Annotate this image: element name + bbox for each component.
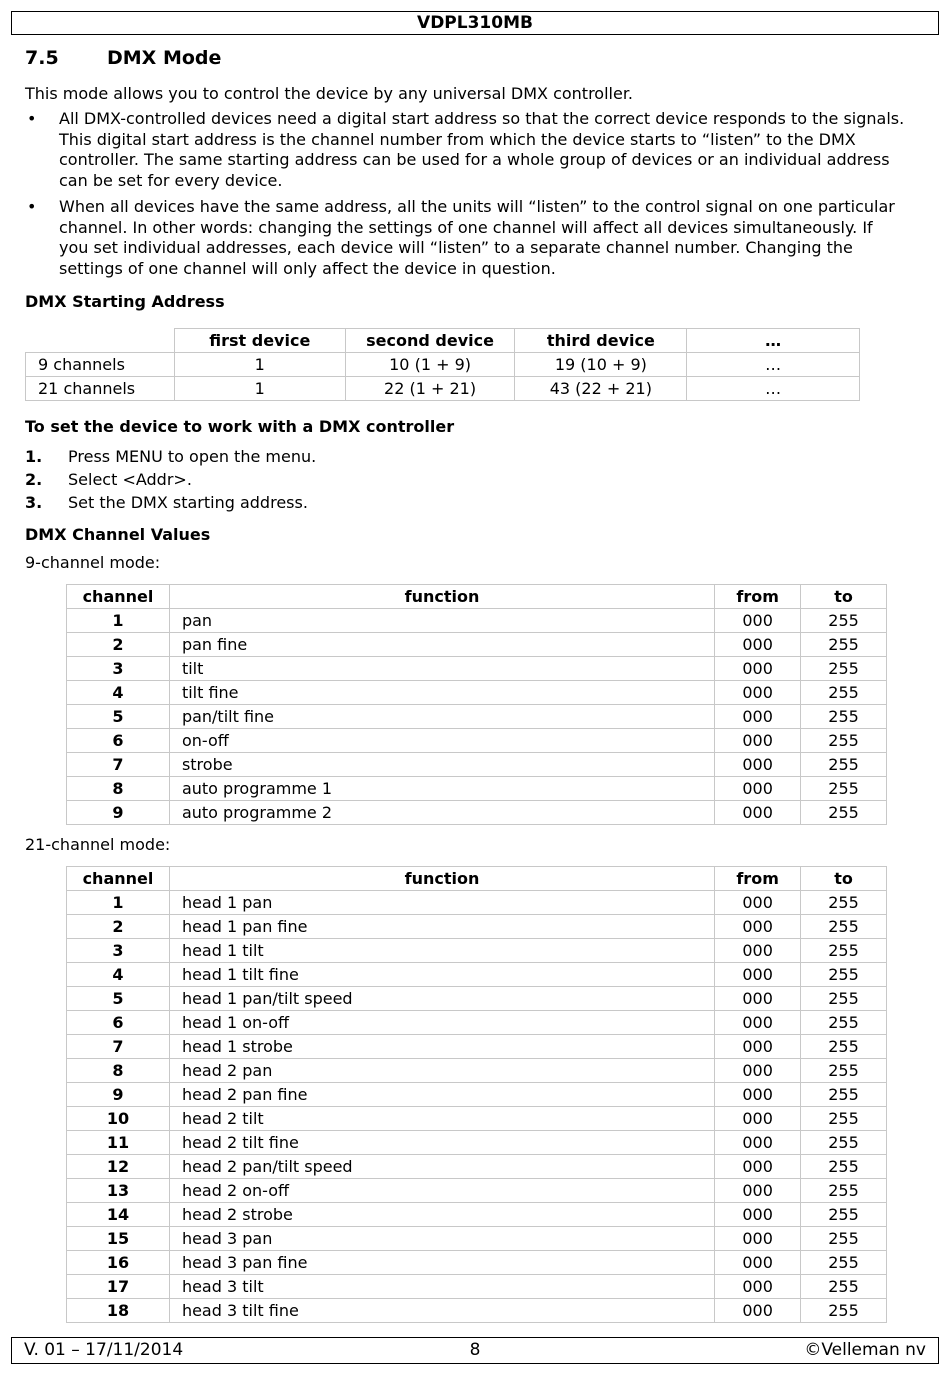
table-row [67,681,887,705]
channel-number: 10 [67,1107,170,1131]
channel-function: auto programme 2 [169,801,714,825]
channel-number: 6 [67,729,170,753]
column-header: function [169,585,714,609]
table-row [67,1251,887,1275]
table-header-row [67,867,887,891]
empty-cell [26,329,175,353]
value-to: 255 [801,963,887,987]
table-row [67,1179,887,1203]
channel-number: 4 [67,681,170,705]
value-to: 255 [801,987,887,1011]
value-to: 255 [801,705,887,729]
channel-number: 2 [67,915,170,939]
channel-number: 7 [67,753,170,777]
column-header: channel [67,585,170,609]
value-from: 000 [715,891,801,915]
channel-number: 5 [67,705,170,729]
value-from: 000 [715,801,801,825]
channel-number: 2 [67,633,170,657]
channel-table-9 [66,584,887,825]
value-to: 255 [801,657,887,681]
start-address-table [25,328,860,401]
channel-function: head 1 strobe [169,1035,714,1059]
value-from: 000 [715,1131,801,1155]
value-from: 000 [715,1011,801,1035]
step-item [25,468,316,491]
channel-function: pan/tilt fine [169,705,714,729]
section-name: DMX Mode [107,47,222,69]
value-to: 255 [801,1299,887,1323]
table-row [67,939,887,963]
value-from: 000 [715,1179,801,1203]
channel-function: head 3 pan [169,1227,714,1251]
channel-number: 7 [67,1035,170,1059]
value-to: 255 [801,1083,887,1107]
table-cell: 43 (22 + 21) [515,377,687,401]
table-row [67,777,887,801]
value-from: 000 [715,1299,801,1323]
bullet-text: All DMX-controlled devices need a digital start address so that the correct device responds to the signals. This digital start address is the channel number from which the device starts to “listen” to the DMX controller. The same starting address can be used for a whole group of devices or an individual address can be set for every device. [59,109,905,190]
bullet-text: When all devices have the same address, all the units will “listen” to the control signal on one particular channel. In other words: changing the settings of one channel will affect all devices simultaneously. If you set individual addresses, each device will “listen” to a separate channel number. Changing the settings of one channel will only affect the device in question. [59,197,895,278]
value-to: 255 [801,1179,887,1203]
channel-function: pan [169,609,714,633]
channel-function: head 2 strobe [169,1203,714,1227]
value-to: 255 [801,777,887,801]
channel-function: tilt fine [169,681,714,705]
column-header: from [715,867,801,891]
bullet-list [25,109,905,285]
table-row [67,609,887,633]
channel-number: 11 [67,1131,170,1155]
channel-function: head 2 pan [169,1059,714,1083]
channel-number: 8 [67,1059,170,1083]
column-header: from [715,585,801,609]
value-to: 255 [801,1059,887,1083]
table-cell: … [687,353,860,377]
table-row [67,705,887,729]
table-row [26,353,860,377]
step-number: 3. [25,493,43,512]
value-from: 000 [715,633,801,657]
table-row [67,657,887,681]
channel-function: head 2 pan/tilt speed [169,1155,714,1179]
channel-function: auto programme 1 [169,777,714,801]
step-item [25,445,316,468]
column-header: function [169,867,714,891]
channel-number: 3 [67,657,170,681]
table-cell: 1 [174,353,345,377]
value-from: 000 [715,705,801,729]
value-from: 000 [715,1107,801,1131]
value-from: 000 [715,729,801,753]
channel-table-21 [66,866,887,1323]
value-from: 000 [715,963,801,987]
value-to: 255 [801,729,887,753]
channel-function: strobe [169,753,714,777]
channel-function: head 1 pan [169,891,714,915]
value-to: 255 [801,609,887,633]
channel-values-heading: DMX Channel Values [25,525,211,544]
table-row [67,1131,887,1155]
channel-function: head 2 on-off [169,1179,714,1203]
column-header: second device [345,329,515,353]
channel-number: 9 [67,801,170,825]
table-row [67,1275,887,1299]
table-row [67,1107,887,1131]
column-header: to [801,867,887,891]
channel-number: 15 [67,1227,170,1251]
value-to: 255 [801,1155,887,1179]
value-from: 000 [715,915,801,939]
channel-function: head 2 tilt [169,1107,714,1131]
value-from: 000 [715,1227,801,1251]
value-from: 000 [715,1251,801,1275]
table-row [67,729,887,753]
channel-function: head 1 on-off [169,1011,714,1035]
table-cell: … [687,377,860,401]
table-row [67,1083,887,1107]
channel-number: 5 [67,987,170,1011]
channel-number: 16 [67,1251,170,1275]
table-row [67,891,887,915]
value-to: 255 [801,681,887,705]
channel-function: tilt [169,657,714,681]
value-from: 000 [715,1083,801,1107]
channel-function: head 2 pan fine [169,1083,714,1107]
value-to: 255 [801,1251,887,1275]
table-row [67,963,887,987]
table-cell: 19 (10 + 9) [515,353,687,377]
table-header-row [67,585,887,609]
channel-function: on-off [169,729,714,753]
document-header: VDPL310MB [11,11,939,35]
step-number: 1. [25,447,43,466]
column-header: … [687,329,860,353]
channel-number: 8 [67,777,170,801]
channel-number: 17 [67,1275,170,1299]
channel-number: 12 [67,1155,170,1179]
setup-heading: To set the device to work with a DMX controller [25,417,455,436]
table-row [67,1011,887,1035]
table-row [67,915,887,939]
channel-function: head 3 tilt fine [169,1299,714,1323]
value-to: 255 [801,915,887,939]
step-item [25,491,316,514]
table-row [67,1035,887,1059]
column-header: first device [174,329,345,353]
value-from: 000 [715,609,801,633]
mode21-label: 21-channel mode: [25,835,171,854]
step-number: 2. [25,470,43,489]
document-footer [11,1337,939,1364]
footer-version: V. 01 – 17/11/2014 [24,1340,184,1360]
value-to: 255 [801,801,887,825]
channel-number: 18 [67,1299,170,1323]
table-row [67,753,887,777]
channel-function: head 1 pan/tilt speed [169,987,714,1011]
value-from: 000 [715,1203,801,1227]
table-cell: 1 [174,377,345,401]
channel-function: head 1 tilt fine [169,963,714,987]
footer-page-number: 8 [469,1340,481,1360]
value-to: 255 [801,633,887,657]
table-row [67,1203,887,1227]
channel-function: head 3 pan fine [169,1251,714,1275]
bullet-icon: • [27,197,37,216]
channel-number: 6 [67,1011,170,1035]
channel-number: 14 [67,1203,170,1227]
value-to: 255 [801,1035,887,1059]
section-number: 7.5 [25,47,59,69]
channel-function: head 3 tilt [169,1275,714,1299]
table-row [67,1227,887,1251]
value-from: 000 [715,1059,801,1083]
value-from: 000 [715,657,801,681]
value-from: 000 [715,681,801,705]
table-row [26,377,860,401]
intro-paragraph: This mode allows you to control the device by any universal DMX controller. [25,84,634,103]
table-row [67,1155,887,1179]
channel-number: 4 [67,963,170,987]
value-to: 255 [801,1203,887,1227]
step-text: Select <Addr>. [68,470,192,489]
value-from: 000 [715,1035,801,1059]
channel-function: head 2 tilt fine [169,1131,714,1155]
value-to: 255 [801,1011,887,1035]
section-title [25,45,221,71]
table-header-row [26,329,860,353]
table-cell: 22 (1 + 21) [345,377,515,401]
column-header: to [801,585,887,609]
table-row [67,1059,887,1083]
step-text: Press MENU to open the menu. [68,447,317,466]
table-row [67,801,887,825]
start-address-heading: DMX Starting Address [25,292,225,311]
table-cell: 10 (1 + 9) [345,353,515,377]
channel-number: 13 [67,1179,170,1203]
bullet-item [25,109,905,191]
value-from: 000 [715,987,801,1011]
footer-copyright: ©Velleman nv [804,1340,926,1360]
value-to: 255 [801,1107,887,1131]
table-row [67,987,887,1011]
row-label: 21 channels [26,377,175,401]
value-to: 255 [801,1131,887,1155]
row-label: 9 channels [26,353,175,377]
setup-steps [25,445,316,514]
bullet-icon: • [27,109,37,128]
value-to: 255 [801,753,887,777]
column-header: third device [515,329,687,353]
value-from: 000 [715,1155,801,1179]
table-row [67,1299,887,1323]
channel-number: 1 [67,609,170,633]
table-row [67,633,887,657]
value-to: 255 [801,1227,887,1251]
value-from: 000 [715,753,801,777]
column-header: channel [67,867,170,891]
bullet-item [25,197,905,279]
step-text: Set the DMX starting address. [68,493,308,512]
value-from: 000 [715,1275,801,1299]
value-from: 000 [715,939,801,963]
value-to: 255 [801,939,887,963]
mode9-label: 9-channel mode: [25,553,161,572]
channel-function: head 1 pan fine [169,915,714,939]
channel-number: 9 [67,1083,170,1107]
value-to: 255 [801,1275,887,1299]
value-from: 000 [715,777,801,801]
channel-number: 3 [67,939,170,963]
value-to: 255 [801,891,887,915]
channel-number: 1 [67,891,170,915]
channel-function: head 1 tilt [169,939,714,963]
channel-function: pan fine [169,633,714,657]
